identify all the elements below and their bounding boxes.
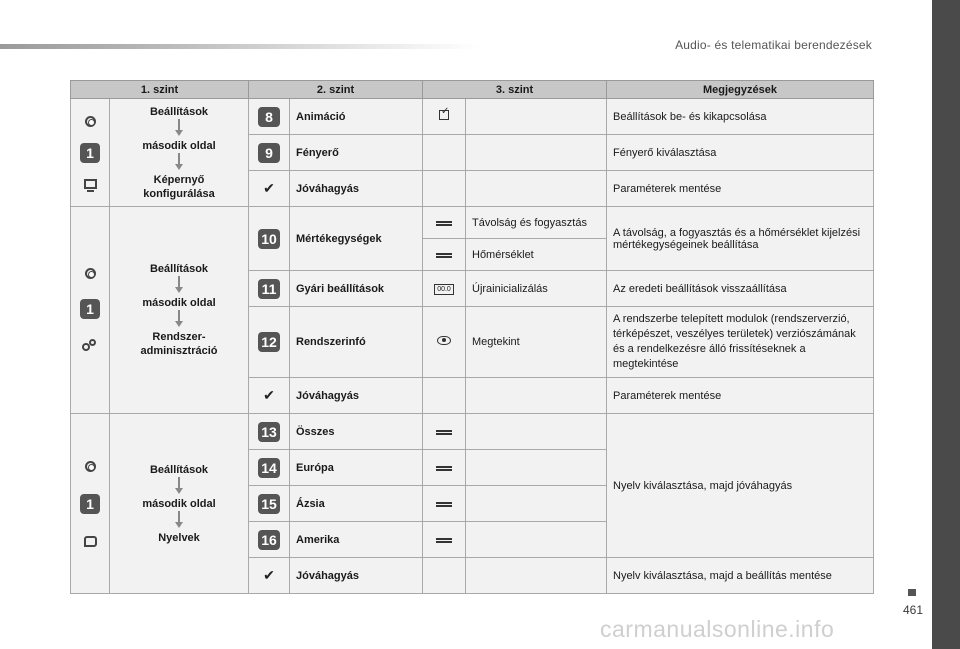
row-number: 14 — [249, 450, 290, 486]
level2-label: Jóváhagyás — [290, 378, 423, 414]
header-level1: 1. szint — [71, 81, 249, 99]
group2-icons — [71, 207, 110, 414]
group3-icons — [71, 414, 110, 594]
level2-label: Jóváhagyás — [290, 171, 423, 207]
level2-label: Fényerő — [290, 135, 423, 171]
level2-label: Amerika — [290, 522, 423, 558]
check-icon: ✔ — [249, 558, 290, 594]
level1-sublabel: második oldal — [142, 297, 216, 309]
note-text: A távolság, a fogyasztás és a hőmérséklet kijelzési mértékegységeinek beállítása — [607, 207, 874, 271]
level3-label — [466, 99, 607, 135]
gear-icon — [85, 116, 96, 127]
row-number: 11 — [249, 271, 290, 307]
page-marker — [908, 589, 916, 596]
gear-icon — [85, 268, 96, 279]
header-level2: 2. szint — [249, 81, 423, 99]
check-icon: ✔ — [249, 378, 290, 414]
level1-label: Beállítások — [149, 263, 209, 275]
row-number: 8 — [249, 99, 290, 135]
reset-icon: 00.0 — [423, 271, 466, 307]
level2-label: Rendszerinfó — [290, 307, 423, 378]
step-badge: 1 — [80, 143, 100, 163]
level2-label: Jóváhagyás — [290, 558, 423, 594]
settings-table — [70, 80, 874, 594]
level3-label — [466, 135, 607, 171]
level2-label: Európa — [290, 450, 423, 486]
system-gears-icon — [82, 339, 98, 353]
note-text: Paraméterek mentése — [607, 378, 874, 414]
arrow-down-icon — [178, 477, 180, 489]
language-icon — [84, 536, 97, 547]
arrow-down-icon — [178, 153, 180, 165]
level1-label: Beállítások — [149, 105, 209, 118]
screen-icon — [84, 179, 97, 189]
level1-target: Rendszer- — [152, 331, 206, 343]
check-icon: ✔ — [249, 171, 290, 207]
row-number: 12 — [249, 307, 290, 378]
level3-label: Hőmérséklet — [466, 239, 607, 271]
arrow-down-icon — [178, 276, 180, 288]
note-text: Fényerő kiválasztása — [607, 135, 874, 171]
row-number: 16 — [249, 522, 290, 558]
eye-icon — [423, 307, 466, 378]
table-row — [71, 99, 874, 135]
level2-label: Animáció — [290, 99, 423, 135]
step-badge: 1 — [80, 494, 100, 514]
level1-label: Beállítások — [149, 463, 209, 476]
bar-icon — [423, 207, 466, 239]
header-level3: 3. szint — [423, 81, 607, 99]
note-text: A rendszerbe telepített modulok (rendszerverzió, térképészet, veszélyes területek) verziószámának és a rendelkezésre álló frissítéseknek a megtekintése — [607, 307, 874, 378]
level3-label: Újrainicializálás — [466, 271, 607, 307]
bar-icon — [423, 450, 466, 486]
checkbox-icon — [423, 99, 466, 135]
page-number: 461 — [903, 603, 924, 617]
level3-label: Megtekint — [466, 307, 607, 378]
level3-label: Távolság és fogyasztás — [466, 207, 607, 239]
group2-level1 — [110, 207, 249, 414]
note-text: Nyelv kiválasztása, majd jóváhagyás — [607, 414, 874, 558]
header-decoration-bar — [0, 44, 480, 49]
row-number: 13 — [249, 414, 290, 450]
level1-target-cont: adminisztráció — [140, 345, 218, 357]
header-notes: Megjegyzések — [607, 81, 874, 99]
table-row — [71, 414, 874, 450]
level2-label: Mértékegységek — [290, 207, 423, 271]
row-number: 9 — [249, 135, 290, 171]
level1-target: Képernyő konfigurálása — [143, 173, 215, 200]
group3-level1 — [110, 414, 249, 594]
page-header-title: Audio- és telematikai berendezések — [675, 38, 872, 52]
arrow-down-icon — [178, 119, 180, 131]
level2-label: Összes — [290, 414, 423, 450]
group1-level1 — [110, 99, 249, 207]
note-text: Nyelv kiválasztása, majd a beállítás mentése — [607, 558, 874, 594]
step-badge: 1 — [80, 299, 100, 319]
bar-icon — [423, 239, 466, 271]
group1-icons — [71, 99, 110, 207]
row-number: 15 — [249, 486, 290, 522]
watermark: carmanualsonline.info — [600, 616, 835, 642]
arrow-down-icon — [178, 511, 180, 523]
level2-label: Ázsia — [290, 486, 423, 522]
note-text: Beállítások be- és kikapcsolása — [607, 99, 874, 135]
bar-icon — [423, 486, 466, 522]
level1-target: Nyelvek — [158, 531, 200, 544]
row-number: 10 — [249, 207, 290, 271]
arrow-down-icon — [178, 310, 180, 322]
bar-icon — [423, 522, 466, 558]
level1-sublabel: második oldal — [142, 497, 216, 510]
gear-icon — [85, 461, 96, 472]
level1-sublabel: második oldal — [142, 139, 216, 152]
note-text: Paraméterek mentése — [607, 171, 874, 207]
table-row — [71, 207, 874, 239]
sidebar-strip — [932, 0, 960, 649]
note-text: Az eredeti beállítások visszaállítása — [607, 271, 874, 307]
bar-icon — [423, 414, 466, 450]
table-header-row — [71, 81, 874, 99]
level2-label: Gyári beállítások — [290, 271, 423, 307]
